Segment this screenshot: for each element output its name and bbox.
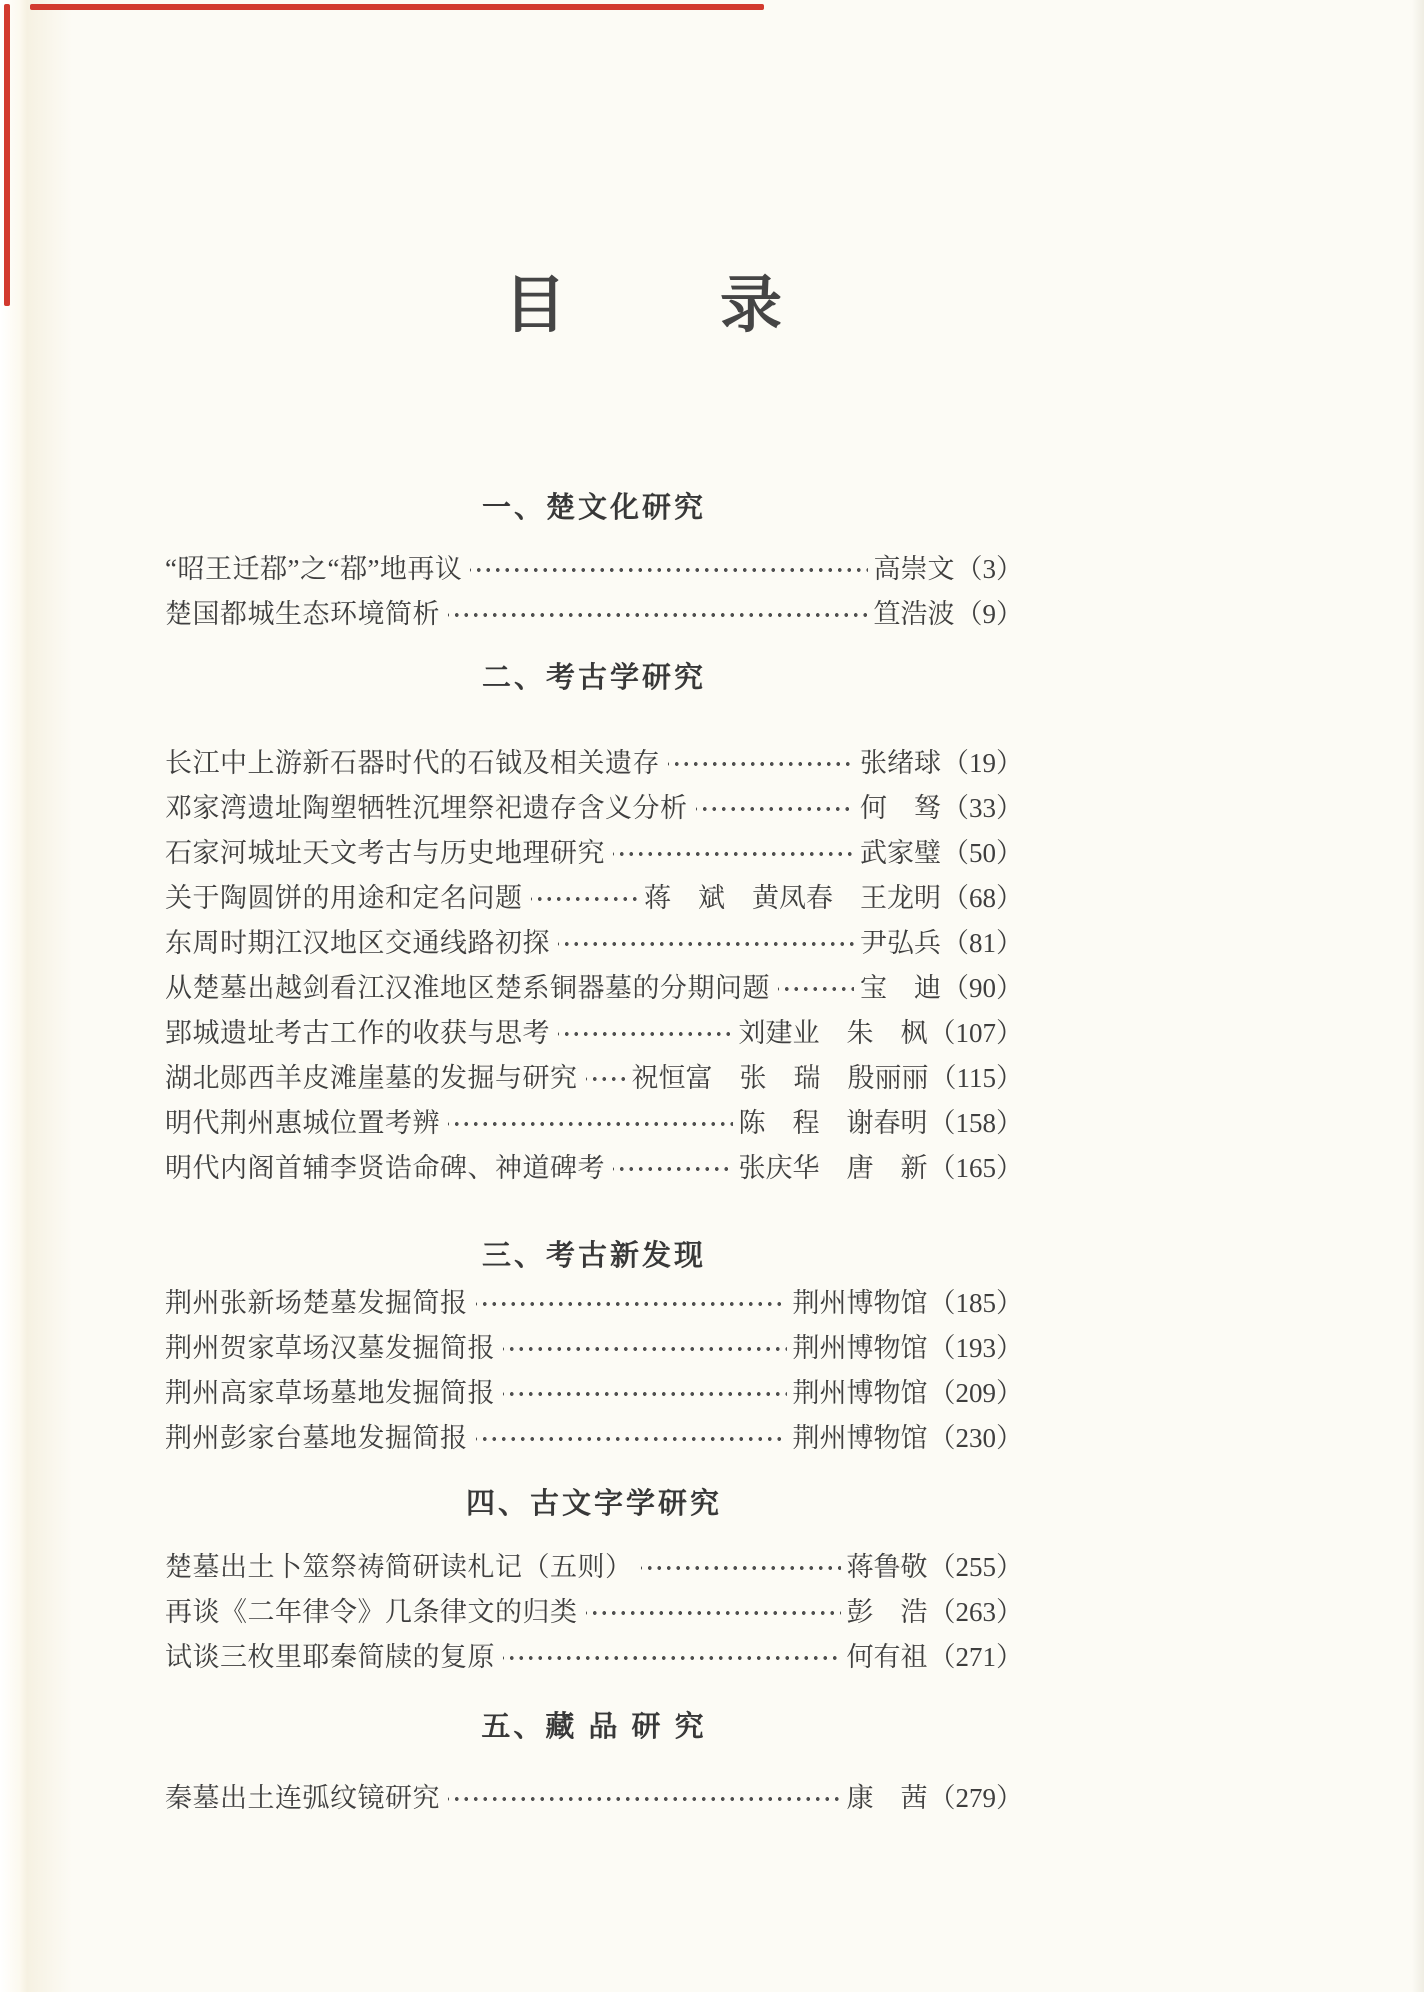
entry-pageref: （3） [955,554,1023,584]
toc-entry [165,1632,1023,1677]
dot-leader [778,963,854,1008]
dot-leader [503,1632,841,1677]
entry-pageref: （81） [942,928,1023,958]
entry-pageref: （90） [942,973,1023,1003]
entry-title: 明代荆州惠城位置考辨 [165,1108,440,1138]
entry-title: 秦墓出土连弧纹镜研究 [165,1783,440,1813]
dot-leader [668,738,854,783]
toc-entry [165,738,1023,783]
toc-entry [165,1542,1023,1587]
entry-author: 蒋鲁敬 [846,1552,928,1582]
section-entries [165,544,1023,634]
toc-entry [165,828,1023,873]
entry-title: 楚国都城生态环境简析 [165,599,440,629]
entry-title: 长江中上游新石器时代的石钺及相关遗存 [165,748,660,778]
page-title: 目 录 [503,272,792,340]
section-header: 四、古文字学研究 [465,1488,722,1520]
entry-pageref: （115） [929,1063,1023,1093]
dot-leader [586,1587,841,1632]
entry-title: 东周时期江汉地区交通线路初探 [165,928,550,958]
entry-author: 宝 迪 [860,973,941,1003]
toc-entry [165,963,1023,1008]
scan-edge-mark-vertical [4,4,10,306]
dot-leader [448,1773,841,1818]
entry-title: 湖北郧西羊皮滩崖墓的发掘与研究 [165,1063,578,1093]
section-header: 五、藏 品 研 究 [481,1711,707,1743]
entry-pageref: （185） [928,1288,1023,1318]
entry-pageref: （68） [942,883,1023,913]
entry-pageref: （193） [928,1333,1023,1363]
toc-section [165,490,1023,634]
dot-leader [613,1143,733,1188]
toc-entry [165,1143,1023,1188]
entry-author: 何有祖 [846,1642,928,1672]
entry-author: 陈 程 谢春明 [738,1108,928,1138]
entry-title: 从楚墓出越剑看江汉淮地区楚系铜器墓的分期问题 [165,973,770,1003]
entry-pageref: （271） [928,1642,1023,1672]
dot-leader [586,1053,626,1098]
toc-entry [165,1773,1023,1818]
entry-title: 关于陶圆饼的用途和定名问题 [165,883,523,913]
entry-pageref: （158） [928,1108,1023,1138]
entry-title: 石家河城址天文考古与历史地理研究 [165,838,605,868]
entry-author: 祝恒富 张 瑞 殷丽丽 [631,1063,929,1093]
entry-author: 蒋 斌 黄凤春 王龙明 [644,883,941,913]
dot-leader [696,783,855,828]
entry-title: 荆州张新场楚墓发掘简报 [165,1288,468,1318]
dot-leader [470,544,867,589]
entry-pageref: （263） [928,1597,1023,1627]
entry-pageref: （33） [942,793,1023,823]
toc-entry [165,1368,1023,1413]
section-entries [165,738,1023,1188]
dot-leader [448,1098,733,1143]
dot-leader [448,589,868,634]
dot-leader [503,1323,787,1368]
toc-entry [165,918,1023,963]
entry-author: 荆州博物馆 [792,1378,928,1408]
entry-author: 高崇文 [873,554,955,584]
entry-title: 邓家湾遗址陶塑牺牲沉埋祭祀遗存含义分析 [165,793,688,823]
dot-leader [476,1278,787,1323]
section-entries [165,1542,1023,1677]
entry-pageref: （50） [942,838,1023,868]
section-header: 二、考古学研究 [481,662,706,694]
entry-pageref: （165） [928,1153,1023,1183]
toc-entry [165,1278,1023,1323]
entry-title: 楚墓出土卜筮祭祷简研读札记（五则） [165,1552,633,1582]
toc-sections [165,490,1023,1818]
entry-author: 张庆华 唐 新 [738,1153,928,1183]
toc-entry [165,1008,1023,1053]
dot-leader [476,1413,787,1458]
entry-author: 康 茜 [846,1783,928,1813]
entry-pageref: （255） [928,1552,1023,1582]
toc-entry [165,1053,1023,1098]
entry-author: 荆州博物馆 [792,1423,928,1453]
section-entries [165,1278,1023,1458]
entry-title: “昭王迁鄀”之“鄀”地再议 [165,554,463,584]
toc-entry [165,783,1023,828]
entry-author: 尹弘兵 [860,928,941,958]
entry-pageref: （209） [928,1378,1023,1408]
entry-title: 荆州贺家草场汉墓发掘简报 [165,1333,495,1363]
dot-leader [613,828,854,873]
entry-pageref: （107） [928,1018,1023,1048]
dot-leader [531,873,639,918]
entry-author: 何 驽 [860,793,941,823]
entry-author: 笪浩波 [873,599,955,629]
toc-content [165,0,1023,1818]
entry-author: 武家璧 [860,838,941,868]
toc-entry [165,1323,1023,1368]
toc-section [165,660,1023,1188]
section-header: 一、楚文化研究 [481,492,706,524]
toc-entry [165,873,1023,918]
entry-author: 荆州博物馆 [792,1288,928,1318]
toc-section [165,1486,1023,1677]
entry-author: 张绪球 [860,748,941,778]
entry-title: 明代内阁首辅李贤诰命碑、神道碑考 [165,1153,605,1183]
toc-entry [165,1587,1023,1632]
dot-leader [641,1542,841,1587]
toc-section [165,1709,1023,1818]
entry-pageref: （9） [955,599,1023,629]
entry-pageref: （19） [942,748,1023,778]
toc-entry [165,544,1023,589]
toc-entry [165,589,1023,634]
section-header: 三、考古新发现 [481,1240,706,1272]
entry-author: 刘建业 朱 枫 [738,1018,928,1048]
entry-title: 再谈《二年律令》几条律文的归类 [165,1597,578,1627]
dot-leader [558,1008,733,1053]
entry-pageref: （230） [928,1423,1023,1453]
toc-section [165,1238,1023,1458]
toc-entry [165,1098,1023,1143]
entry-title: 试谈三枚里耶秦简牍的复原 [165,1642,495,1672]
entry-pageref: （279） [928,1783,1023,1813]
entry-title: 郢城遗址考古工作的收获与思考 [165,1018,550,1048]
dot-leader [558,918,854,963]
dot-leader [503,1368,787,1413]
entry-title: 荆州高家草场墓地发掘简报 [165,1378,495,1408]
toc-entry [165,1413,1023,1458]
entry-author: 荆州博物馆 [792,1333,928,1363]
section-entries [165,1773,1023,1818]
entry-title: 荆州彭家台墓地发掘简报 [165,1423,468,1453]
entry-author: 彭 浩 [846,1597,928,1627]
